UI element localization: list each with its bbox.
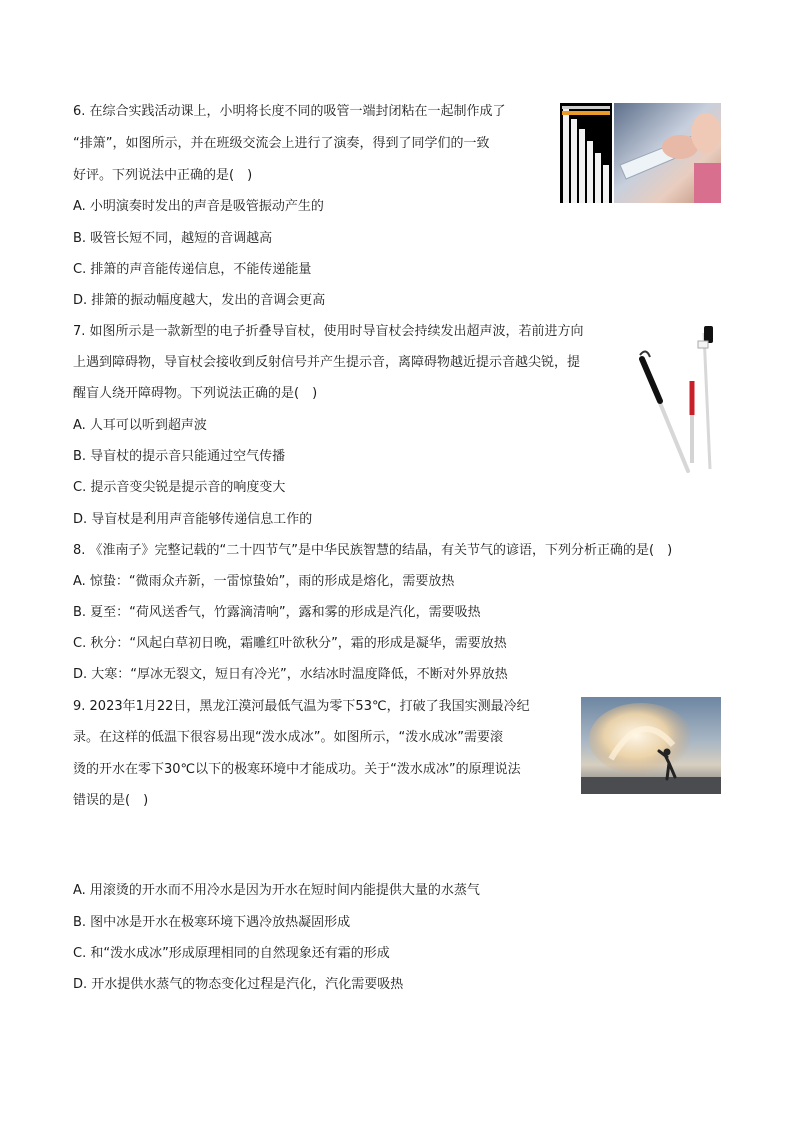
q9-stem-line-1: 9. 2023年1月22日，黑龙江漠河最低气温为零下53℃，打破了我国实测最冷纪 [73,699,530,714]
pan-flute-figure [560,103,721,203]
q6-stem-line-1: 6. 在综合实践活动课上，小明将长度不同的吸管一端封闭粘在一起制作成了 [73,104,506,119]
q7-option-d: D. 导盲杖是利用声音能够传递信息工作的 [73,512,313,527]
q7-stem-line-1: 7. 如图所示是一款新型的电子折叠导盲杖，使用时导盲杖会持续发出超声波，若前进方向 [73,324,584,339]
folding-cane-figure [636,323,722,475]
q6-option-b: B. 吸管长短不同，越短的音调越高 [73,231,273,246]
q9-stem-line-3: 烫的开水在零下30℃以下的极寒环境中才能成功。关于“泼水成冰”的原理说法 [73,762,521,777]
q9-option-a: A. 用滚烫的开水而不用冷水是因为开水在短时间内能提供大量的水蒸气 [73,883,480,898]
q6-option-c: C. 排箫的声音能传递信息，不能传递能量 [73,262,312,277]
q6-stem-line-3: 好评。下列说法中正确的是( ) [73,168,253,183]
q8-stem-line-1: 8. 《淮南子》完整记载的“二十四节气”是中华民族智慧的结晶，有关节气的谚语，下列分析正确的是( ) [73,543,673,558]
q9-stem-line-2: 录。在这样的低温下很容易出现“泼水成冰”。如图所示，“泼水成冰”需要滚 [73,730,503,745]
q8-option-d: D. 大寒：“厚冰无裂文，短日有冷光”，水结冰时温度降低，不断对外界放热 [73,667,508,682]
q7-stem-line-2: 上遇到障碍物，导盲杖会接收到反射信号并产生提示音，离障碍物越近提示音越尖锐，提 [73,355,581,370]
q6-option-a: A. 小明演奏时发出的声音是吸管振动产生的 [73,199,324,214]
q6-option-d: D. 排箫的振动幅度越大，发出的音调会更高 [73,293,326,308]
q7-stem-line-3: 醒盲人绕开障碍物。下列说法正确的是( ) [73,386,318,401]
water-to-ice-figure [581,697,721,794]
q7-option-c: C. 提示音变尖锐是提示音的响度变大 [73,480,286,495]
q9-stem-line-4: 错误的是( ) [73,793,149,808]
pan-flute-illustration [560,103,721,203]
q8-option-c: C. 秋分：“风起白草初日晚，霜雕红叶欲秋分”，霜的形成是凝华，需要放热 [73,636,507,651]
folding-cane-illustration [636,323,722,475]
water-to-ice-photo [581,697,721,794]
q9-option-c: C. 和“泼水成冰”形成原理相同的自然现象还有霜的形成 [73,946,390,961]
q8-option-b: B. 夏至：“荷风送香气，竹露滴清响”，露和雾的形成是汽化，需要吸热 [73,605,481,620]
q7-option-b: B. 导盲杖的提示音只能通过空气传播 [73,449,286,464]
q6-stem-line-2: “排箫”，如图所示，并在班级交流会上进行了演奏，得到了同学们的一致 [73,136,490,151]
q7-option-a: A. 人耳可以听到超声波 [73,418,207,433]
q9-option-b: B. 图中冰是开水在极寒环境下遇冷放热凝固形成 [73,915,351,930]
q8-option-a: A. 惊蛰：“微雨众卉新，一雷惊蛰始”，雨的形成是熔化，需要放热 [73,574,455,589]
q9-option-d: D. 开水提供水蒸气的物态变化过程是汽化，汽化需要吸热 [73,977,404,992]
